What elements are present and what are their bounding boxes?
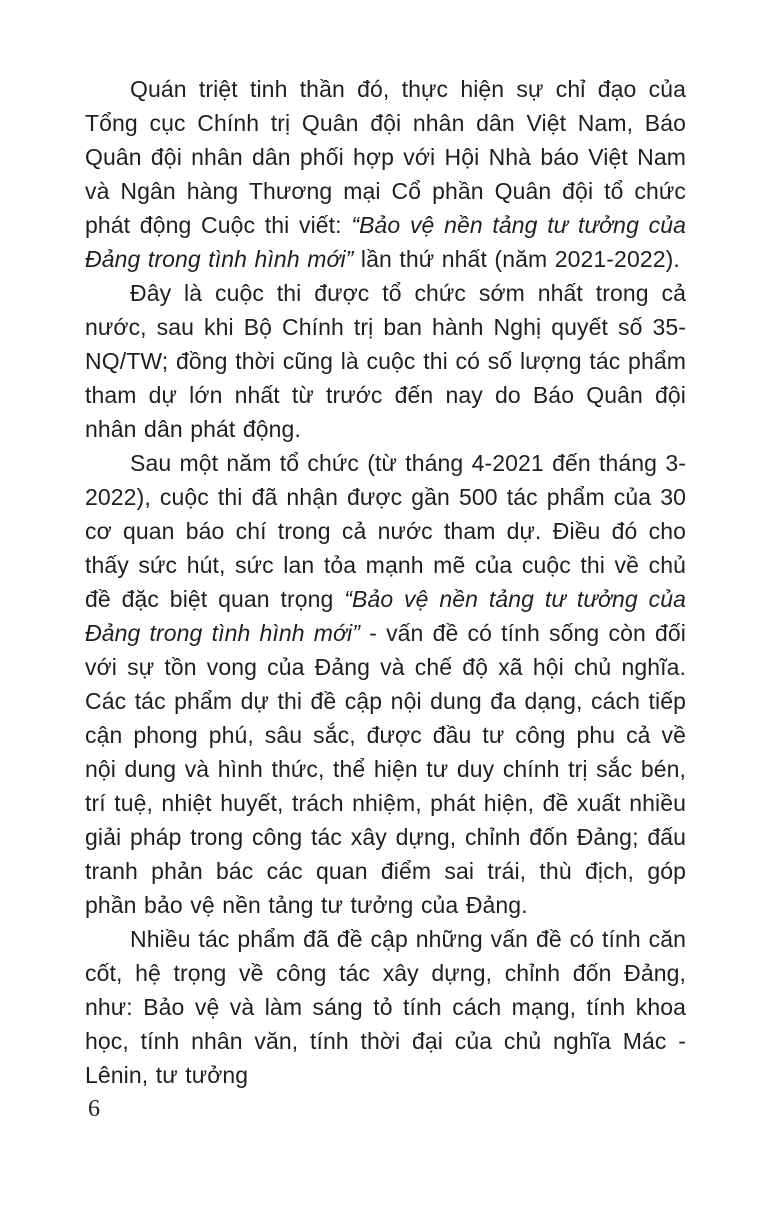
paragraph [85, 922, 686, 1092]
text-run: - vấn đề có tính sống còn đối với sự tồn vong của Đảng và chế độ xã hội chủ nghĩa. Các tác phẩm dự thi đề cập nội dung đa dạng, cách tiếp cận phong phú, sâu sắc, được đầu tư công phu cả về nội dung và hình thức, thể hiện tư duy chính trị sắc bén, trí tuệ, nhiệt huyết, trách nhiệm, phát hiện, đề xuất nhiều giải pháp trong công tác xây dựng, chỉnh đốn Đảng; đấu tranh phản bác các quan điểm sai trái, thù địch, góp phần bảo vệ nền tảng tư tưởng của Đảng. [85, 620, 686, 918]
italic-text-run: “Bảo vệ nền tảng tư tưởng của Đảng trong tình hình mới” [85, 586, 686, 646]
paragraph [85, 72, 686, 276]
italic-text-run: “Bảo vệ nền tảng tư tưởng của Đảng trong tình hình mới” [85, 212, 686, 272]
text-run: Quán triệt tinh thần đó, thực hiện sự chỉ đạo của Tổng cục Chính trị Quân đội nhân dân Việt Nam, Báo Quân đội nhân dân phối hợp với Hội Nhà báo Việt Nam và Ngân hàng Thương mại Cổ phần Quân đội tổ chức phát động Cuộc thi viết: [85, 76, 686, 238]
text-run: Nhiều tác phẩm đã đề cập những vấn đề có tính căn cốt, hệ trọng về công tác xây dựng, chỉnh đốn Đảng, như: Bảo vệ và làm sáng tỏ tính cách mạng, tính khoa học, tính nhân văn, tính thời đại của chủ nghĩa Mác - Lênin, tư tưởng [85, 926, 686, 1088]
text-block [85, 72, 686, 1092]
paragraph [85, 276, 686, 446]
text-run: Sau một năm tổ chức (từ tháng 4-2021 đến tháng 3-2022), cuộc thi đã nhận được gần 500 tác phẩm của 30 cơ quan báo chí trong cả nước tham dự. Điều đó cho thấy sức hút, sức lan tỏa mạnh mẽ của cuộc thi về chủ đề đặc biệt quan trọng [85, 450, 686, 612]
page-number: 6 [88, 1096, 100, 1122]
text-run: lần thứ nhất (năm 2021-2022). [353, 246, 680, 272]
paragraph [85, 446, 686, 922]
text-run: Đây là cuộc thi được tổ chức sớm nhất trong cả nước, sau khi Bộ Chính trị ban hành Nghị quyết số 35-NQ/TW; đồng thời cũng là cuộc thi có số lượng tác phẩm tham dự lớn nhất từ trước đến nay do Báo Quân đội nhân dân phát động. [85, 280, 686, 442]
